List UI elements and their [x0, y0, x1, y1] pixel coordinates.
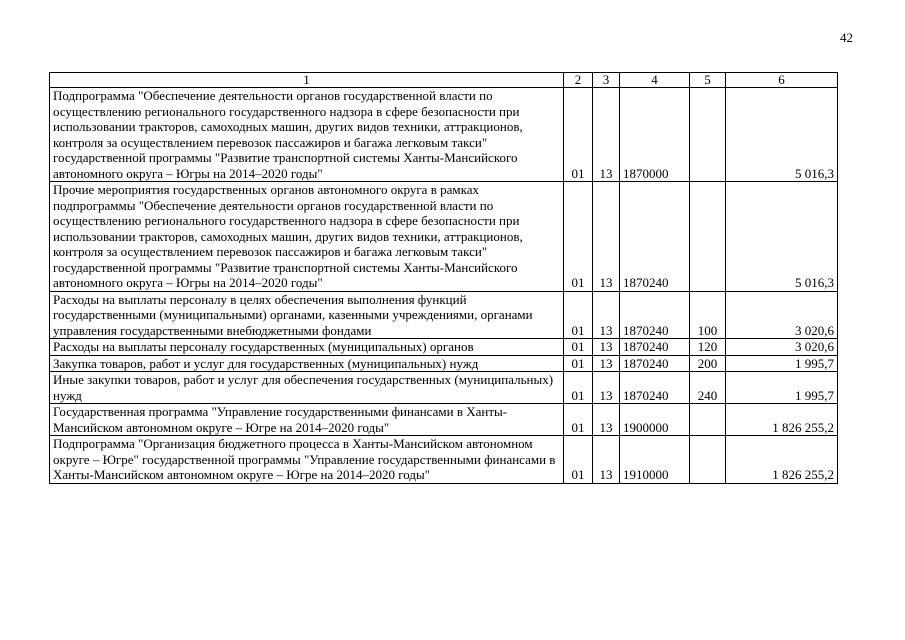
row-name-cell: Подпрограмма "Организация бюджетного процесса в Ханты-Мансийском автономном округе – Югре" государственной программы "Управление государственными финансами в Ханты-Мансийском автономном округе – Югре на 2014–2020 годы" [50, 436, 564, 484]
header-cell: 3 [593, 73, 620, 88]
expense-type-cell: 200 [690, 355, 726, 372]
table-row [50, 355, 838, 372]
subsection-code-cell: 13 [593, 88, 620, 182]
table-row [50, 291, 838, 339]
section-code-cell: 01 [564, 339, 593, 356]
section-code-cell: 01 [564, 355, 593, 372]
budget-table [49, 72, 838, 484]
table-header-row [50, 73, 838, 88]
subsection-code-cell: 13 [593, 182, 620, 292]
expense-type-cell [690, 182, 726, 292]
subsection-code-cell: 13 [593, 404, 620, 436]
table-row [50, 88, 838, 182]
expense-type-cell [690, 436, 726, 484]
section-code-cell: 01 [564, 291, 593, 339]
subsection-code-cell: 13 [593, 355, 620, 372]
subsection-code-cell: 13 [593, 291, 620, 339]
target-article-cell: 1870240 [620, 372, 690, 404]
table-row [50, 182, 838, 292]
target-article-cell: 1910000 [620, 436, 690, 484]
amount-cell: 1 826 255,2 [726, 436, 838, 484]
target-article-cell: 1870000 [620, 88, 690, 182]
table-row [50, 436, 838, 484]
target-article-cell: 1870240 [620, 291, 690, 339]
section-code-cell: 01 [564, 372, 593, 404]
section-code-cell: 01 [564, 404, 593, 436]
header-cell: 4 [620, 73, 690, 88]
section-code-cell: 01 [564, 182, 593, 292]
expense-type-cell: 240 [690, 372, 726, 404]
row-name-cell: Закупка товаров, работ и услуг для государственных (муниципальных) нужд [50, 355, 564, 372]
target-article-cell: 1870240 [620, 182, 690, 292]
row-name-cell: Иные закупки товаров, работ и услуг для обеспечения государственных (муниципальных) нужд [50, 372, 564, 404]
target-article-cell: 1870240 [620, 339, 690, 356]
expense-type-cell [690, 404, 726, 436]
section-code-cell: 01 [564, 436, 593, 484]
table-row [50, 372, 838, 404]
row-name-cell: Подпрограмма "Обеспечение деятельности органов государственной власти по осуществлению регионального государственного надзора в сфере безопасности при использовании тракторов, самоходных машин, других видов техники, аттракционов, контроля за осуществлением перевозок пассажиров и багажа легковым такси" государственной программы "Развитие транспортной системы Ханты-Мансийского автономного округа – Югры на 2014–2020 годы" [50, 88, 564, 182]
subsection-code-cell: 13 [593, 436, 620, 484]
header-cell: 1 [50, 73, 564, 88]
row-name-cell: Прочие мероприятия государственных органов автономного округа в рамках подпрограммы "Обеспечение деятельности органов государственной власти по осуществлению регионального государственного надзора в сфере безопасности при использовании тракторов, самоходных машин, других видов техники, аттракционов, контроля за осуществлением перевозок пассажиров и багажа легковым такси" государственной программы "Развитие транспортной системы Ханты-Мансийского автономного округа – Югры на 2014–2020 годы" [50, 182, 564, 292]
subsection-code-cell: 13 [593, 372, 620, 404]
target-article-cell: 1870240 [620, 355, 690, 372]
header-cell: 6 [726, 73, 838, 88]
expense-type-cell: 100 [690, 291, 726, 339]
amount-cell: 3 020,6 [726, 339, 838, 356]
expense-type-cell: 120 [690, 339, 726, 356]
amount-cell: 1 995,7 [726, 372, 838, 404]
row-name-cell: Расходы на выплаты персоналу в целях обеспечения выполнения функций государственными (муниципальными) органами, казенными учреждениями, органами управления государственными внебюджетными фондами [50, 291, 564, 339]
amount-cell: 5 016,3 [726, 88, 838, 182]
section-code-cell: 01 [564, 88, 593, 182]
amount-cell: 1 995,7 [726, 355, 838, 372]
page-number: 42 [840, 30, 853, 45]
amount-cell: 1 826 255,2 [726, 404, 838, 436]
header-cell: 2 [564, 73, 593, 88]
row-name-cell: Государственная программа "Управление государственными финансами в Ханты-Мансийском автономном округе – Югре на 2014–2020 годы" [50, 404, 564, 436]
row-name-cell: Расходы на выплаты персоналу государственных (муниципальных) органов [50, 339, 564, 356]
expense-type-cell [690, 88, 726, 182]
table-row [50, 339, 838, 356]
subsection-code-cell: 13 [593, 339, 620, 356]
target-article-cell: 1900000 [620, 404, 690, 436]
table-row [50, 404, 838, 436]
amount-cell: 5 016,3 [726, 182, 838, 292]
header-cell: 5 [690, 73, 726, 88]
amount-cell: 3 020,6 [726, 291, 838, 339]
